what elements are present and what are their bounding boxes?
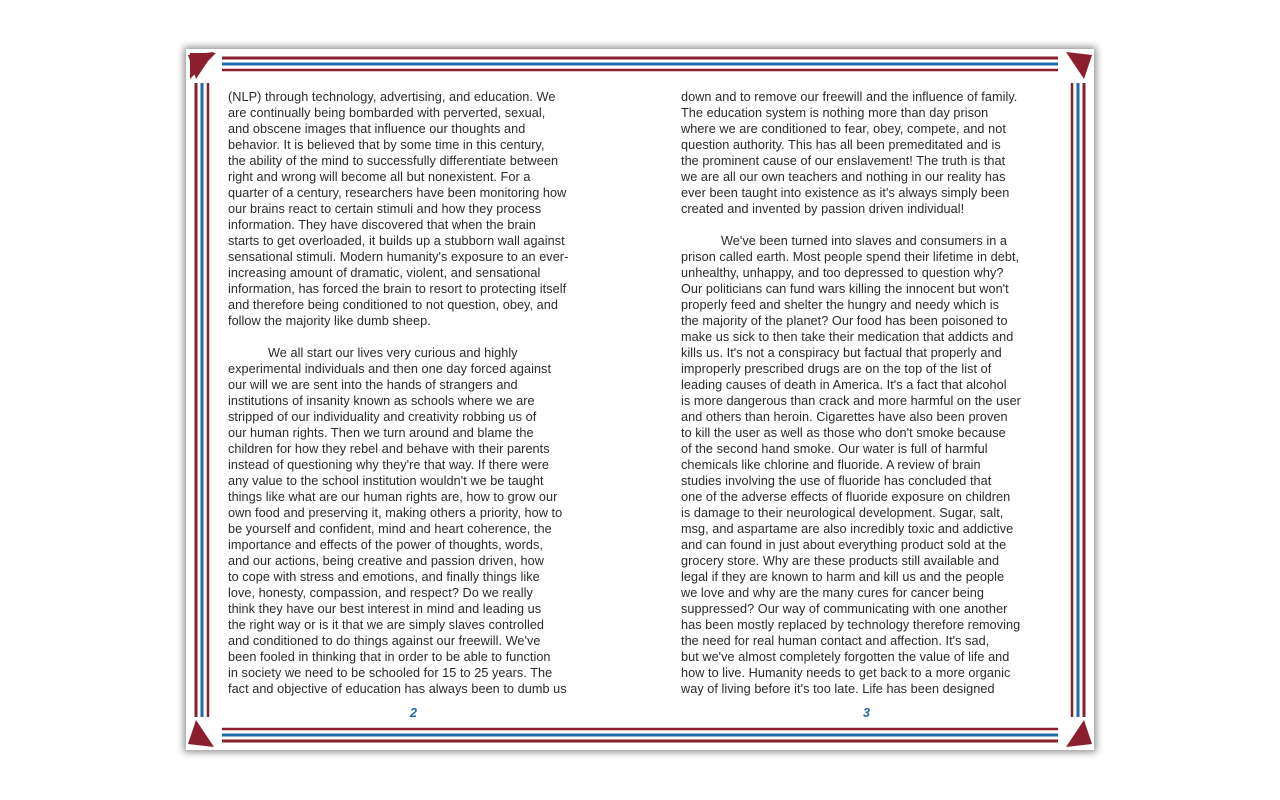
- corner-arrow-icon: [1066, 52, 1092, 79]
- corner-arrow-icon: [188, 720, 214, 747]
- corner-arrow-icon: [1066, 720, 1092, 747]
- left-page-text: [228, 89, 606, 697]
- right-page-text: [681, 89, 1063, 697]
- left-paragraph-2: We all start our lives very curious and highly experimental individuals and then one day forced against our will we are sent into the hands of strangers and institutions of insanity known as schools where we are stripped of our individuality and creativity robbing us of our human rights. Then we turn around and blame the children for how they rebel and behave with their parents instead of questioning why they're that way. If there were any value to the school institution wouldn't we be taught things like what are our human rights are, how to grow our own food and preserving it, making others a priority, how to be yourself and confident, mind and heart coherence, the importance and effects of the power of thoughts, words, and our actions, being creative and passion driven, how to cope with stress and emotions, and finally things like love, honesty, compassion, and respect? Do we really think they have our best interest in mind and leading us the right way or is it that we are simply slaves controlled and conditioned to do things against our freewill. We've been fooled in thinking that in order to be able to function in society we need to be schooled for 15 to 25 years. The fact and objective of education has always been to dumb us: [228, 346, 567, 696]
- right-paragraph-2: We've been turned into slaves and consumers in a prison called earth. Most people spend their lifetime in debt, unhealthy, unhappy, and too depressed to question why? Our politicians can fund wars killing the innocent but won't properly feed and shelter the hungry and needy which is the majority of the planet? Our food has been poisoned to make us sick to then take their medication that addicts and kills us. It's not a conspiracy but factual that properly and improperly prescribed drugs are on the top of the list of leading causes of death in America. It's a fact that alcohol is more dangerous than crack and more harmful on the user and others than heroin. Cigarettes have also been proven to kill the user as well as those who don't smoke because of the second hand smoke. Our water is full of harmful chemicals like chlorine and fluoride. A review of brain studies involving the use of fluoride has concluded that one of the adverse effects of fluoride exposure on children is damage to their neurological development. Sugar, salt, msg, and aspartame are also incredibly toxic and addictive and can found in just about everything product sold at the grocery store. Why are these products still available and legal if they are known to harm and kill us and the people we love and why are the many cures for cancer being suppressed? Our way of communicating with one another has been mostly replaced by technology therefore removing the need for real human contact and affection. It's sad, but we've almost completely forgotten the value of life and how to live. Humanity needs to get back to a more organic way of living before it's too late. Life has been designed: [681, 234, 1021, 696]
- right-paragraph-1: down and to remove our freewill and the influence of family. The education system is nothing more than day prison where we are conditioned to fear, obey, compete, and not question authority. This has all been premeditated and is the prominent cause of our enslavement! The truth is that we are all our own teachers and nothing in our reality has ever been taught into existence as it's always simply been created and invented by passion driven individual!: [681, 90, 1018, 216]
- book-spread: [186, 49, 1094, 750]
- left-paragraph-1: (NLP) through technology, advertising, and education. We are continually being bombarded with perverted, sexual, and obscene images that influence our thoughts and behavior. It is believed that by some time in this century, the ability of the mind to successfully differentiate between right and wrong will become all but nonexistent. For a quarter of a century, researchers have been monitoring how our brains react to certain stimuli and how they process information. They have discovered that when the brain starts to get overloaded, it builds up a stubborn wall against sensational stimuli. Modern humanity's exposure to an ever- increasing amount of dramatic, violent, and sensational information, has forced the brain to resort to protecting itself and therefore being conditioned to not question, obey, and follow the majority like dumb sheep.: [228, 90, 569, 328]
- right-page-number: 3: [863, 706, 870, 720]
- left-page-number: 2: [410, 706, 417, 720]
